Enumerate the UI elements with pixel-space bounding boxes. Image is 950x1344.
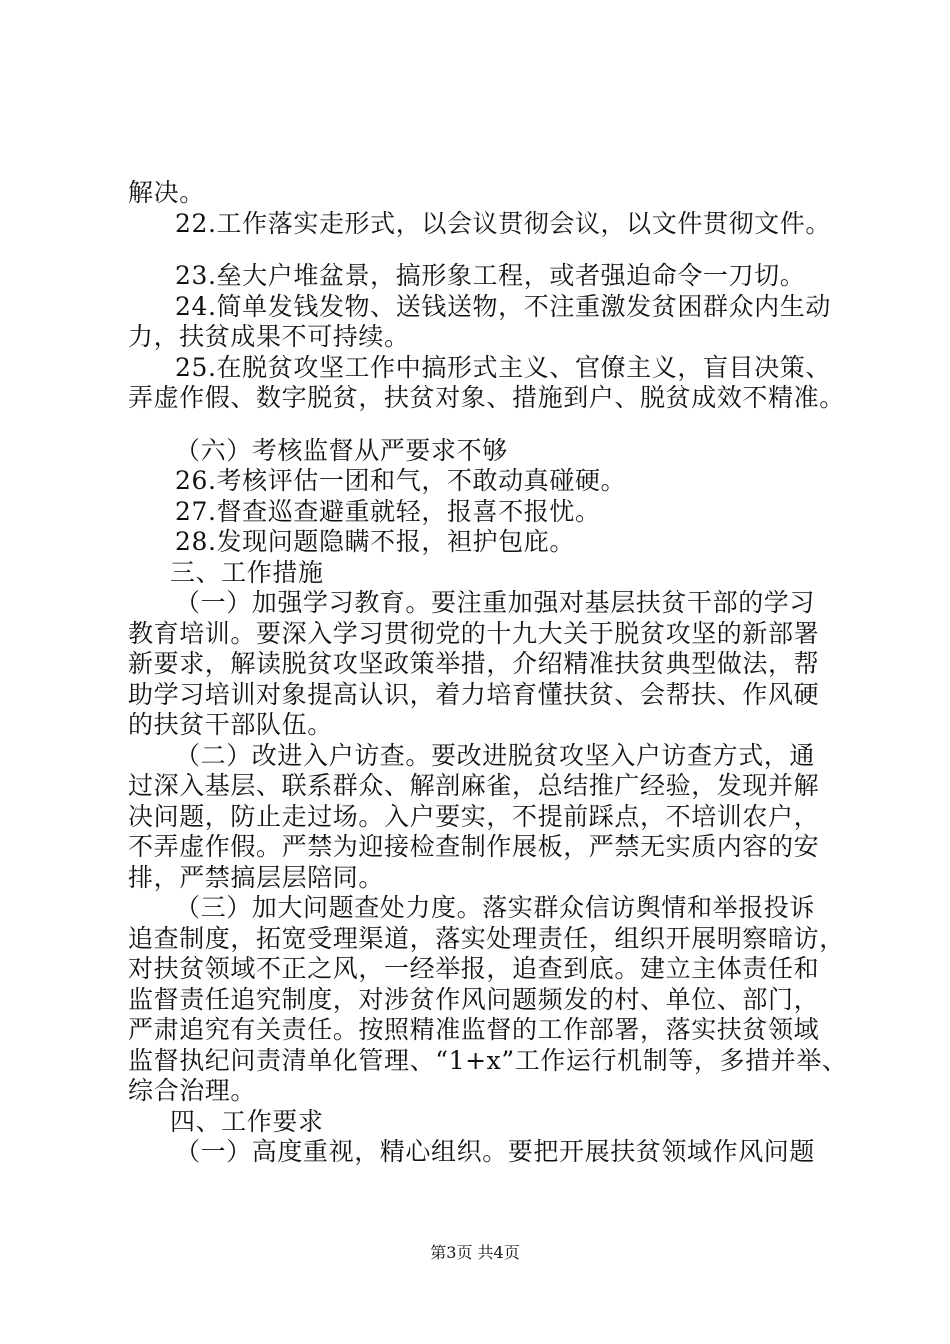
text-line: 新要求，解读脱贫攻坚政策举措，介绍精准扶贫典型做法，帮 xyxy=(128,649,820,678)
text-line: 力，扶贫成果不可持续。 xyxy=(128,322,410,351)
text-line: 的扶贫干部队伍。 xyxy=(128,710,333,739)
section-heading: 三、工作措施 xyxy=(170,557,324,587)
text-line: 不弄虚作假。严禁为迎接检查制作展板，严禁无实质内容的安 xyxy=(128,832,820,861)
text-line: （三）加大问题查处力度。落实群众信访舆情和举报投诉 xyxy=(175,893,816,922)
text-line: 过深入基层、联系群众、解剖麻雀，总结推广经验，发现并解 xyxy=(128,771,820,800)
text-line: 27.督查巡查避重就轻，报喜不报忧。 xyxy=(175,496,601,526)
text-line: （一）加强学习教育。要注重加强对基层扶贫干部的学习 xyxy=(175,588,816,617)
text-line: 23.垒大户堆盆景，搞形象工程，或者强迫命令一刀切。 xyxy=(175,261,806,290)
text-line: 监督执纪问责清单化管理、“1+x”工作运行机制等，多措并举、 xyxy=(128,1045,848,1075)
text-line: 教育培训。要深入学习贯彻党的十九大关于脱贫攻坚的新部署 xyxy=(128,618,820,648)
page-number: 第3页 共4页 xyxy=(430,1243,520,1262)
text-line: 监督责任追究制度，对涉贫作风问题频发的村、单位、部门， xyxy=(128,984,820,1014)
document-body xyxy=(128,178,848,1168)
text-line: 22.工作落实走形式，以会议贯彻会议，以文件贯彻文件。 xyxy=(175,208,831,238)
text-line: 排，严禁搞层层陪同。 xyxy=(128,862,385,892)
text-line: 追查制度，拓宽受理渠道，落实处理责任，组织开展明察暗访， xyxy=(128,923,845,953)
text-line: 对扶贫领域不正之风，一经举报，追查到底。建立主体责任和 xyxy=(128,954,820,983)
text-line: 26.考核评估一团和气，不敢动真碰硬。 xyxy=(175,466,627,495)
text-line: 解决。 xyxy=(128,178,205,207)
section-heading: 四、工作要求 xyxy=(170,1106,324,1136)
text-line: 28.发现问题隐瞒不报，袒护包庇。 xyxy=(175,527,575,556)
text-line: 弄虚作假、数字脱贫，扶贫对象、措施到户、脱贫成效不精准。 xyxy=(128,383,845,412)
text-line: 助学习培训对象提高认识，着力培育懂扶贫、会帮扶、作风硬 xyxy=(128,679,820,709)
text-line: 严肃追究有关责任。按照精准监督的工作部署，落实扶贫领域 xyxy=(128,1015,820,1044)
text-line: 24.简单发钱发物、送钱送物，不注重激发贫困群众内生动 xyxy=(175,291,831,321)
text-line: 25.在脱贫攻坚工作中搞形式主义、官僚主义，盲目决策、 xyxy=(175,352,831,382)
text-line: （二）改进入户访查。要改进脱贫攻坚入户访查方式，通 xyxy=(175,740,816,770)
text-line: （一）高度重视，精心组织。要把开展扶贫领域作风问题 xyxy=(175,1137,816,1166)
text-line: 综合治理。 xyxy=(128,1076,257,1105)
text-line: 决问题，防止走过场。入户要实，不提前踩点，不培训农户， xyxy=(128,801,820,831)
paragraph-gap xyxy=(128,239,840,261)
paragraph-gap xyxy=(128,414,840,436)
section-heading: （六）考核监督从严要求不够 xyxy=(175,435,508,465)
